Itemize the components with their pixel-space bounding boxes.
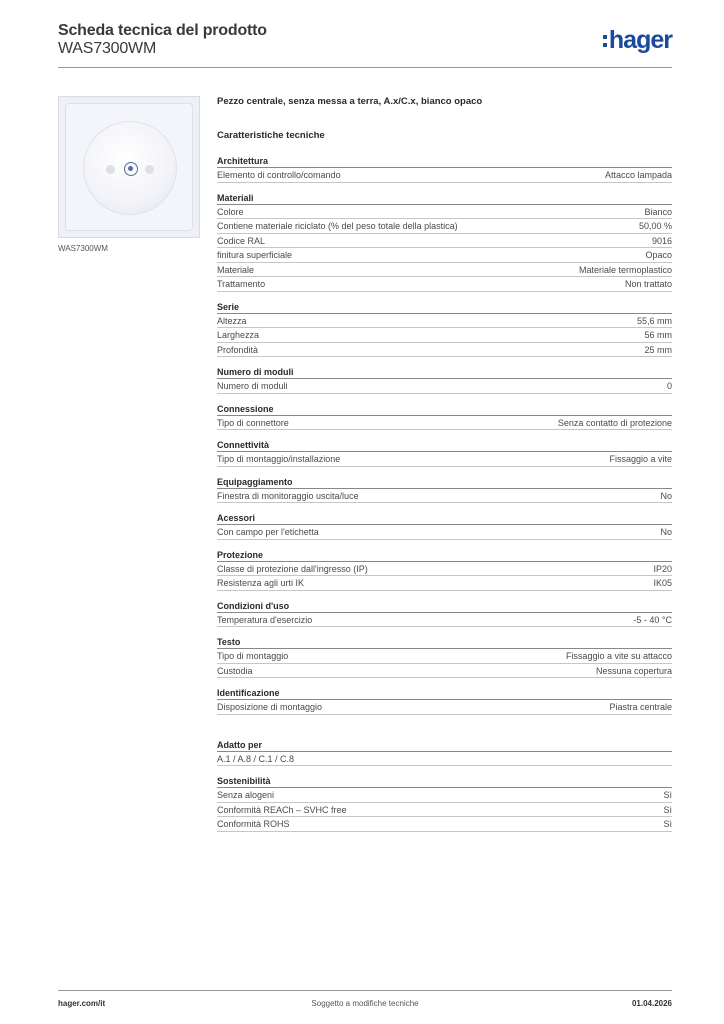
spec-row [217, 803, 672, 818]
spec-row [217, 277, 672, 292]
spec-row [217, 613, 672, 628]
spec-label: Senza alogeni [217, 790, 275, 800]
spec-value: No [660, 490, 672, 501]
spec-row [217, 817, 672, 832]
spec-section [217, 775, 672, 832]
spec-label: Conformità REACh – SVHC free [217, 804, 347, 815]
logo-text: hager [608, 26, 672, 54]
section-title: Identificazione [217, 687, 672, 700]
section-title: Testo [217, 636, 672, 649]
spec-row [217, 562, 672, 577]
product-image [58, 96, 200, 238]
spec-value: Materiale termoplastico [578, 264, 672, 275]
spec-value: Attacco lampada [604, 170, 672, 180]
spec-label: Colore [217, 206, 244, 217]
spec-row [217, 343, 672, 358]
section-title: Condizioni d'uso [217, 600, 672, 613]
spec-row [217, 379, 672, 394]
spec-label: finitura superficiale [217, 250, 293, 260]
spec-value: Non trattato [624, 279, 672, 289]
spec-value: -5 - 40 °C [633, 614, 672, 625]
page-footer [58, 990, 672, 1014]
product-code: WAS7300WM [58, 40, 157, 57]
spec-value: Senza contatto di protezione [557, 417, 672, 428]
section-title: Connettività [217, 439, 672, 452]
spec-value: 56 mm [644, 330, 672, 340]
logo-dots-icon [603, 35, 607, 47]
spec-label: Disposizione di montaggio [217, 702, 323, 712]
spec-value: 0 [666, 381, 672, 391]
spec-label: Temperatura d'esercizio [217, 614, 313, 625]
spec-row [217, 263, 672, 278]
section-title: Architettura [217, 155, 672, 168]
spec-row [217, 314, 672, 329]
spec-value: 25 mm [644, 344, 672, 355]
screw-icon [124, 162, 138, 176]
spec-label: Tipo di connettore [217, 417, 289, 428]
spec-section [217, 155, 672, 183]
section-title: Materiali [217, 192, 672, 205]
spec-value: Fissaggio a vite [609, 454, 672, 464]
spec-section [217, 636, 672, 678]
section-title: Protezione [217, 549, 672, 562]
spec-label: Con campo per l'etichetta [217, 527, 319, 537]
spec-label: Profondità [217, 344, 259, 355]
spec-label: Tipo di montaggio [217, 651, 289, 661]
spec-value: 50,00 % [638, 221, 672, 231]
spec-label: Numero di moduli [217, 381, 288, 391]
section-title: Numero di moduli [217, 366, 672, 379]
spec-label: Codice RAL [217, 235, 266, 246]
spec-section [217, 476, 672, 504]
spec-row [217, 576, 672, 591]
spec-section [217, 439, 672, 467]
spec-row [217, 664, 672, 679]
section-title: Adatto per [217, 739, 672, 752]
page-header [58, 20, 672, 68]
spec-value: Sì [663, 790, 672, 800]
spec-row [217, 168, 672, 183]
spec-label: Tipo di montaggio/installazione [217, 454, 341, 464]
spec-label: Custodia [217, 665, 253, 676]
spec-row [217, 452, 672, 467]
spec-value: Fissaggio a vite su attacco [565, 651, 672, 661]
section-title: Acessori [217, 512, 672, 525]
spec-label: Finestra di monitoraggio uscita/luce [217, 490, 359, 501]
spec-section [217, 549, 672, 591]
spec-value: No [660, 527, 672, 537]
socket-center-plate-icon [65, 103, 193, 231]
spec-row [217, 234, 672, 249]
footer-notice: Soggetto a modifiche tecniche [311, 999, 419, 1008]
spec-section [217, 366, 672, 394]
spec-section [217, 512, 672, 540]
spec-label: Elemento di controllo/comando [217, 170, 341, 180]
section-title: Connessione [217, 403, 672, 416]
spec-label: Trattamento [217, 279, 266, 289]
spec-label: Classe di protezione dall'ingresso (IP) [217, 563, 368, 574]
spec-label: Altezza [217, 315, 247, 326]
spec-row [217, 248, 672, 263]
spec-row [217, 649, 672, 664]
spec-row [217, 219, 672, 234]
socket-disc [83, 121, 177, 215]
spec-value: Nessuna copertura [595, 665, 672, 676]
spec-value: Piastra centrale [609, 702, 672, 712]
spec-row [217, 752, 672, 767]
spec-value: 9016 [651, 235, 672, 246]
spec-section [217, 403, 672, 431]
image-caption: WAS7300WM [58, 244, 108, 253]
spec-label: Resistenza agli urti IK [217, 578, 305, 588]
spec-value: Bianco [644, 206, 672, 217]
spec-value: Sì [663, 819, 672, 829]
spec-content [217, 96, 672, 832]
spec-section [217, 739, 672, 767]
footer-website: hager.com/it [58, 999, 106, 1008]
spec-value: IP20 [653, 563, 672, 574]
footer-date: 01.04.2026 [631, 999, 672, 1008]
spec-section [217, 600, 672, 628]
spec-row [217, 328, 672, 343]
spec-label: A.1 / A.8 / C.1 / C.8 [217, 753, 295, 764]
socket-hole-right [145, 165, 154, 174]
spec-sections [217, 155, 672, 832]
section-title: Serie [217, 301, 672, 314]
spec-row [217, 205, 672, 220]
spec-row [217, 788, 672, 803]
spec-row [217, 700, 672, 715]
spec-value: Opaco [645, 250, 672, 260]
spec-row [217, 489, 672, 504]
spec-section [217, 301, 672, 358]
spec-label: Materiale [217, 264, 255, 275]
spec-section [217, 192, 672, 292]
spec-section [217, 687, 672, 715]
spec-value: IK05 [653, 578, 672, 588]
product-description: Pezzo centrale, senza messa a terra, A.x/C.x, bianco opaco [217, 96, 483, 107]
hager-logo [603, 26, 672, 55]
page-title: Scheda tecnica del prodotto [58, 22, 267, 39]
spec-row [217, 416, 672, 431]
tech-specs-title: Caratteristiche tecniche [217, 130, 325, 141]
section-title: Sostenibilità [217, 775, 672, 788]
socket-hole-left [106, 165, 115, 174]
spec-row [217, 525, 672, 540]
spec-label: Larghezza [217, 330, 260, 340]
spec-label: Conformità ROHS [217, 819, 290, 829]
spec-value: 55,6 mm [636, 315, 672, 326]
spec-label: Contiene materiale riciclato (% del peso totale della plastica) [217, 221, 458, 231]
spec-value: Sì [663, 804, 672, 815]
section-title: Equipaggiamento [217, 476, 672, 489]
